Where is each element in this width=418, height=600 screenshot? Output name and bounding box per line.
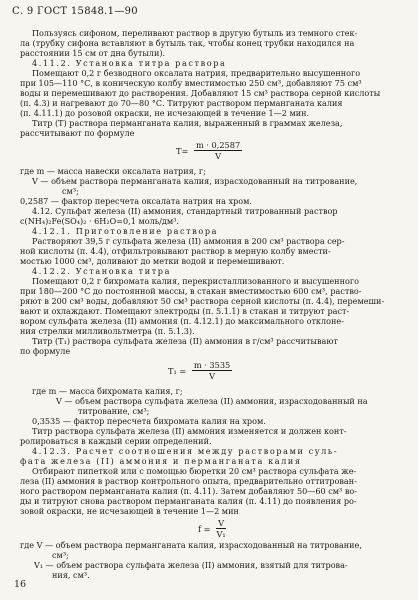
definition-line: титрование, см³; [78,406,150,416]
text-line: ла (трубку сифона вставляют в бутыль так, чтобы конец трубки находился на [20,38,355,48]
text-line: (п. 4.11.1) до розовой окраски, не исчезающей в течение 1—2 мин. [20,108,310,118]
text-line: ной кислоты (п. 4.4), отфильтровывают раствор в мерную колбу вмести- [20,246,331,256]
definition-line: V — объем раствора перманганата калия, израсходованный на титрование, [32,176,358,186]
formula-ratio [198,518,226,539]
text-line: при 105—110 °С, в коническую колбу вместимостью 250 см³, добавляют 75 см³ [20,78,362,88]
section-heading: 4.11.2. Установка титра раствора [32,58,227,68]
text-line: по формуле [20,346,71,356]
fraction [216,518,226,539]
definition-line: см³; [62,186,79,196]
text-line: Отбирают пипеткой или с помощью бюретки 20 см³ раствора сульфата же- [32,466,357,476]
text-line: расстоянии 15 см от дна бутыли). [20,48,166,58]
text-line: Помещают 0,2 г бихромата калия, перекристаллизованного и высушенного [32,276,359,286]
formula-lhs: T= [176,145,189,156]
text-line: рассчитывают по формуле [20,128,135,138]
text-line: Титр (T₁) раствора сульфата железа (II) аммония в г/см³ рассчитывают [32,336,338,346]
page-number: 16 [14,579,27,590]
text-line: ды и титруют снова раствором перманганата калия (п. 4.11) до появления ро- [20,496,357,506]
page-header: С. 9 ГОСТ 15848.1—90 [12,6,138,17]
fraction-denominator: V [209,371,215,381]
section-heading: 4.12.1. Приготовление раствора [32,226,219,236]
definition-line: V₁ — объем раствора сульфата железа (II) аммония, взятый для титрова- [34,560,348,570]
text-line: зовой окраски, не исчезающей в течение 1—2 мин [20,506,239,516]
fraction-numerator: m · 0,2587 [195,140,241,150]
section-heading: 4.12.3. Расчет соотношения между растворами суль- [32,446,339,456]
text-line: ряют в 200 см³ воды, добавляют 50 см³ раствора серной кислоты (п. 4.4), перемеши- [20,296,385,306]
text-line: Помещают 0,2 г безводного оксалата натрия, предварительно высушенного [32,68,361,78]
section-heading: 4.12. Сульфат железа (II) аммония, стандартный титрованный раствор [32,206,338,216]
text-line: вором сульфата железа (II) аммония (п. 4.12.1) до максимального отклоне- [20,316,344,326]
text-line: (п. 4.3) и нагревают до 70—80 °С. Титруют раствором перманганата калия [20,98,343,108]
fraction [194,140,242,161]
formula-titre [176,140,242,161]
text-line: вают и охлаждают. Помещают электроды (п. 5.1.1) в стакан и титруют раст- [20,306,350,316]
fraction-denominator: V [215,151,222,161]
text-line: ния стрелки милливольтметра (п. 5.1.3). [20,326,195,336]
text-line: Титр раствора сульфата железа (II) аммония изменяется и должен конт- [32,426,347,436]
definition-line: 0,3535 — фактор пересчета бихромата калия на хром. [32,416,266,426]
text-line: мостью 1000 см³, доливают до метки водой и перемешивают. [20,256,285,266]
section-heading: фата железа (II) аммония и перманганата калия [20,456,302,466]
definition-line: 0,2587 — фактор пересчета оксалата натрия на хром. [20,196,252,206]
text-line: Пользуясь сифоном, переливают раствор в другую бутыль из темного стек- [32,28,358,38]
fraction-denominator: V₁ [216,529,226,539]
text-line: ролироваться в каждый серии определений. [20,436,212,446]
text-line: воды и перемешивают до растворения. Добавляют 15 см³ раствора серной кислоты [20,88,381,98]
section-heading: 4.12.2. Установка титра [32,266,172,276]
text-line: леза (II) аммония в раствор контрольного опыта, предварительно оттитрован- [20,476,357,486]
definition-line: где m — масса навески оксалата натрия, г; [20,166,206,176]
formula-titre-t1 [168,360,232,381]
definition-line: где V — объем раствора перманганата калия, израсходованный на титрование, [20,540,362,550]
text-line: ного раствором перманганата калия (п. 4.11). Затем добавляют 50—60 см³ во- [20,486,358,496]
fraction-numerator: m · 3535 [193,360,231,370]
formula-lhs: T₁ = [168,365,187,376]
definition-line: V — объем раствора сульфата железа (II) аммония, израсходованный на [56,396,368,406]
text-line: при 180—200 °С до постоянной массы, в стакан вместимостью 600 см³, раство- [20,286,362,296]
definition-line: ния, см³. [52,570,90,580]
fraction-numerator: V [218,518,225,528]
definition-line: см³; [52,550,69,560]
fraction [192,360,232,381]
formula-lhs: f = [198,523,211,534]
text-line: Растворяют 39,5 г сульфата железа (II) аммония в 200 см³ раствора сер- [32,236,345,246]
text-line: Титр (T) раствора перманганата калия, выраженный в граммах железа, [32,118,343,128]
definition-line: где m — масса бихромата калия, г; [32,386,183,396]
text-line: c(NH₄)₂Fe(SO₄)₂ · 6H₂O=0,1 моль/дм³. [20,216,179,226]
